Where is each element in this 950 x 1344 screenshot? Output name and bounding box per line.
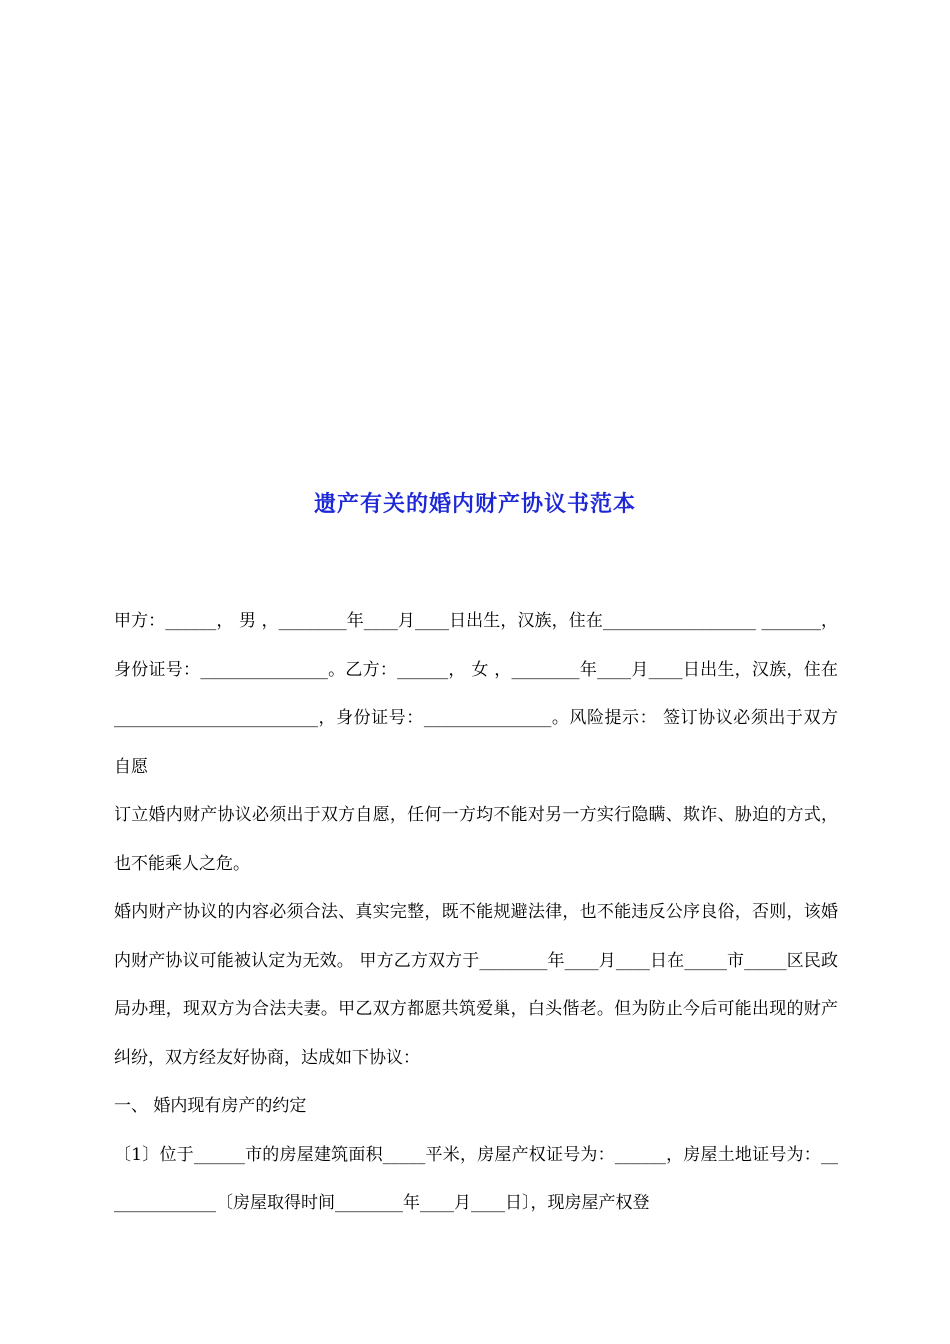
document-title: 遗产有关的婚内财产协议书范本 bbox=[313, 491, 636, 517]
paragraph-legality: 婚内财产协议的内容必须合法、真实完整，既不能规避法律，也不能违反公序良俗，否则，该婚内财产协议可能被认定为无效。 甲方乙方双方于________年____月____日在_____市_____区民政局办理，现双方为合法夫妻。甲乙双方都愿共筑爱巢，白头偕老。但为防止今后可能出现的财产纠纷，双方经友好协商，达成如下协议： bbox=[114, 902, 838, 1068]
section-heading-property: 一、 婚内现有房产的约定 bbox=[114, 1096, 307, 1116]
paragraph-party-info: 甲方：______， 男 ，________年____月____日出生，汉族，住在__________________ _______，身份证号：_______________。乙方：______， 女 ，________年____月____日出生，汉族，住在________________________，身份证号：_______________。风险提示： 签订协议必须出于双方自愿 bbox=[114, 611, 838, 777]
paragraph-voluntary: 订立婚内财产协议必须出于双方自愿，任何一方均不能对另一方实行隐瞒、欺诈、胁迫的方式，也不能乘人之危。 bbox=[114, 805, 838, 874]
document-body bbox=[114, 597, 838, 1228]
paragraph-house-clause: 〔1〕位于______市的房屋建筑面积_____平米，房屋产权证号为：______，房屋土地证号为：______________〔房屋取得时间________年____月____日〕，现房屋产权登 bbox=[114, 1144, 838, 1213]
